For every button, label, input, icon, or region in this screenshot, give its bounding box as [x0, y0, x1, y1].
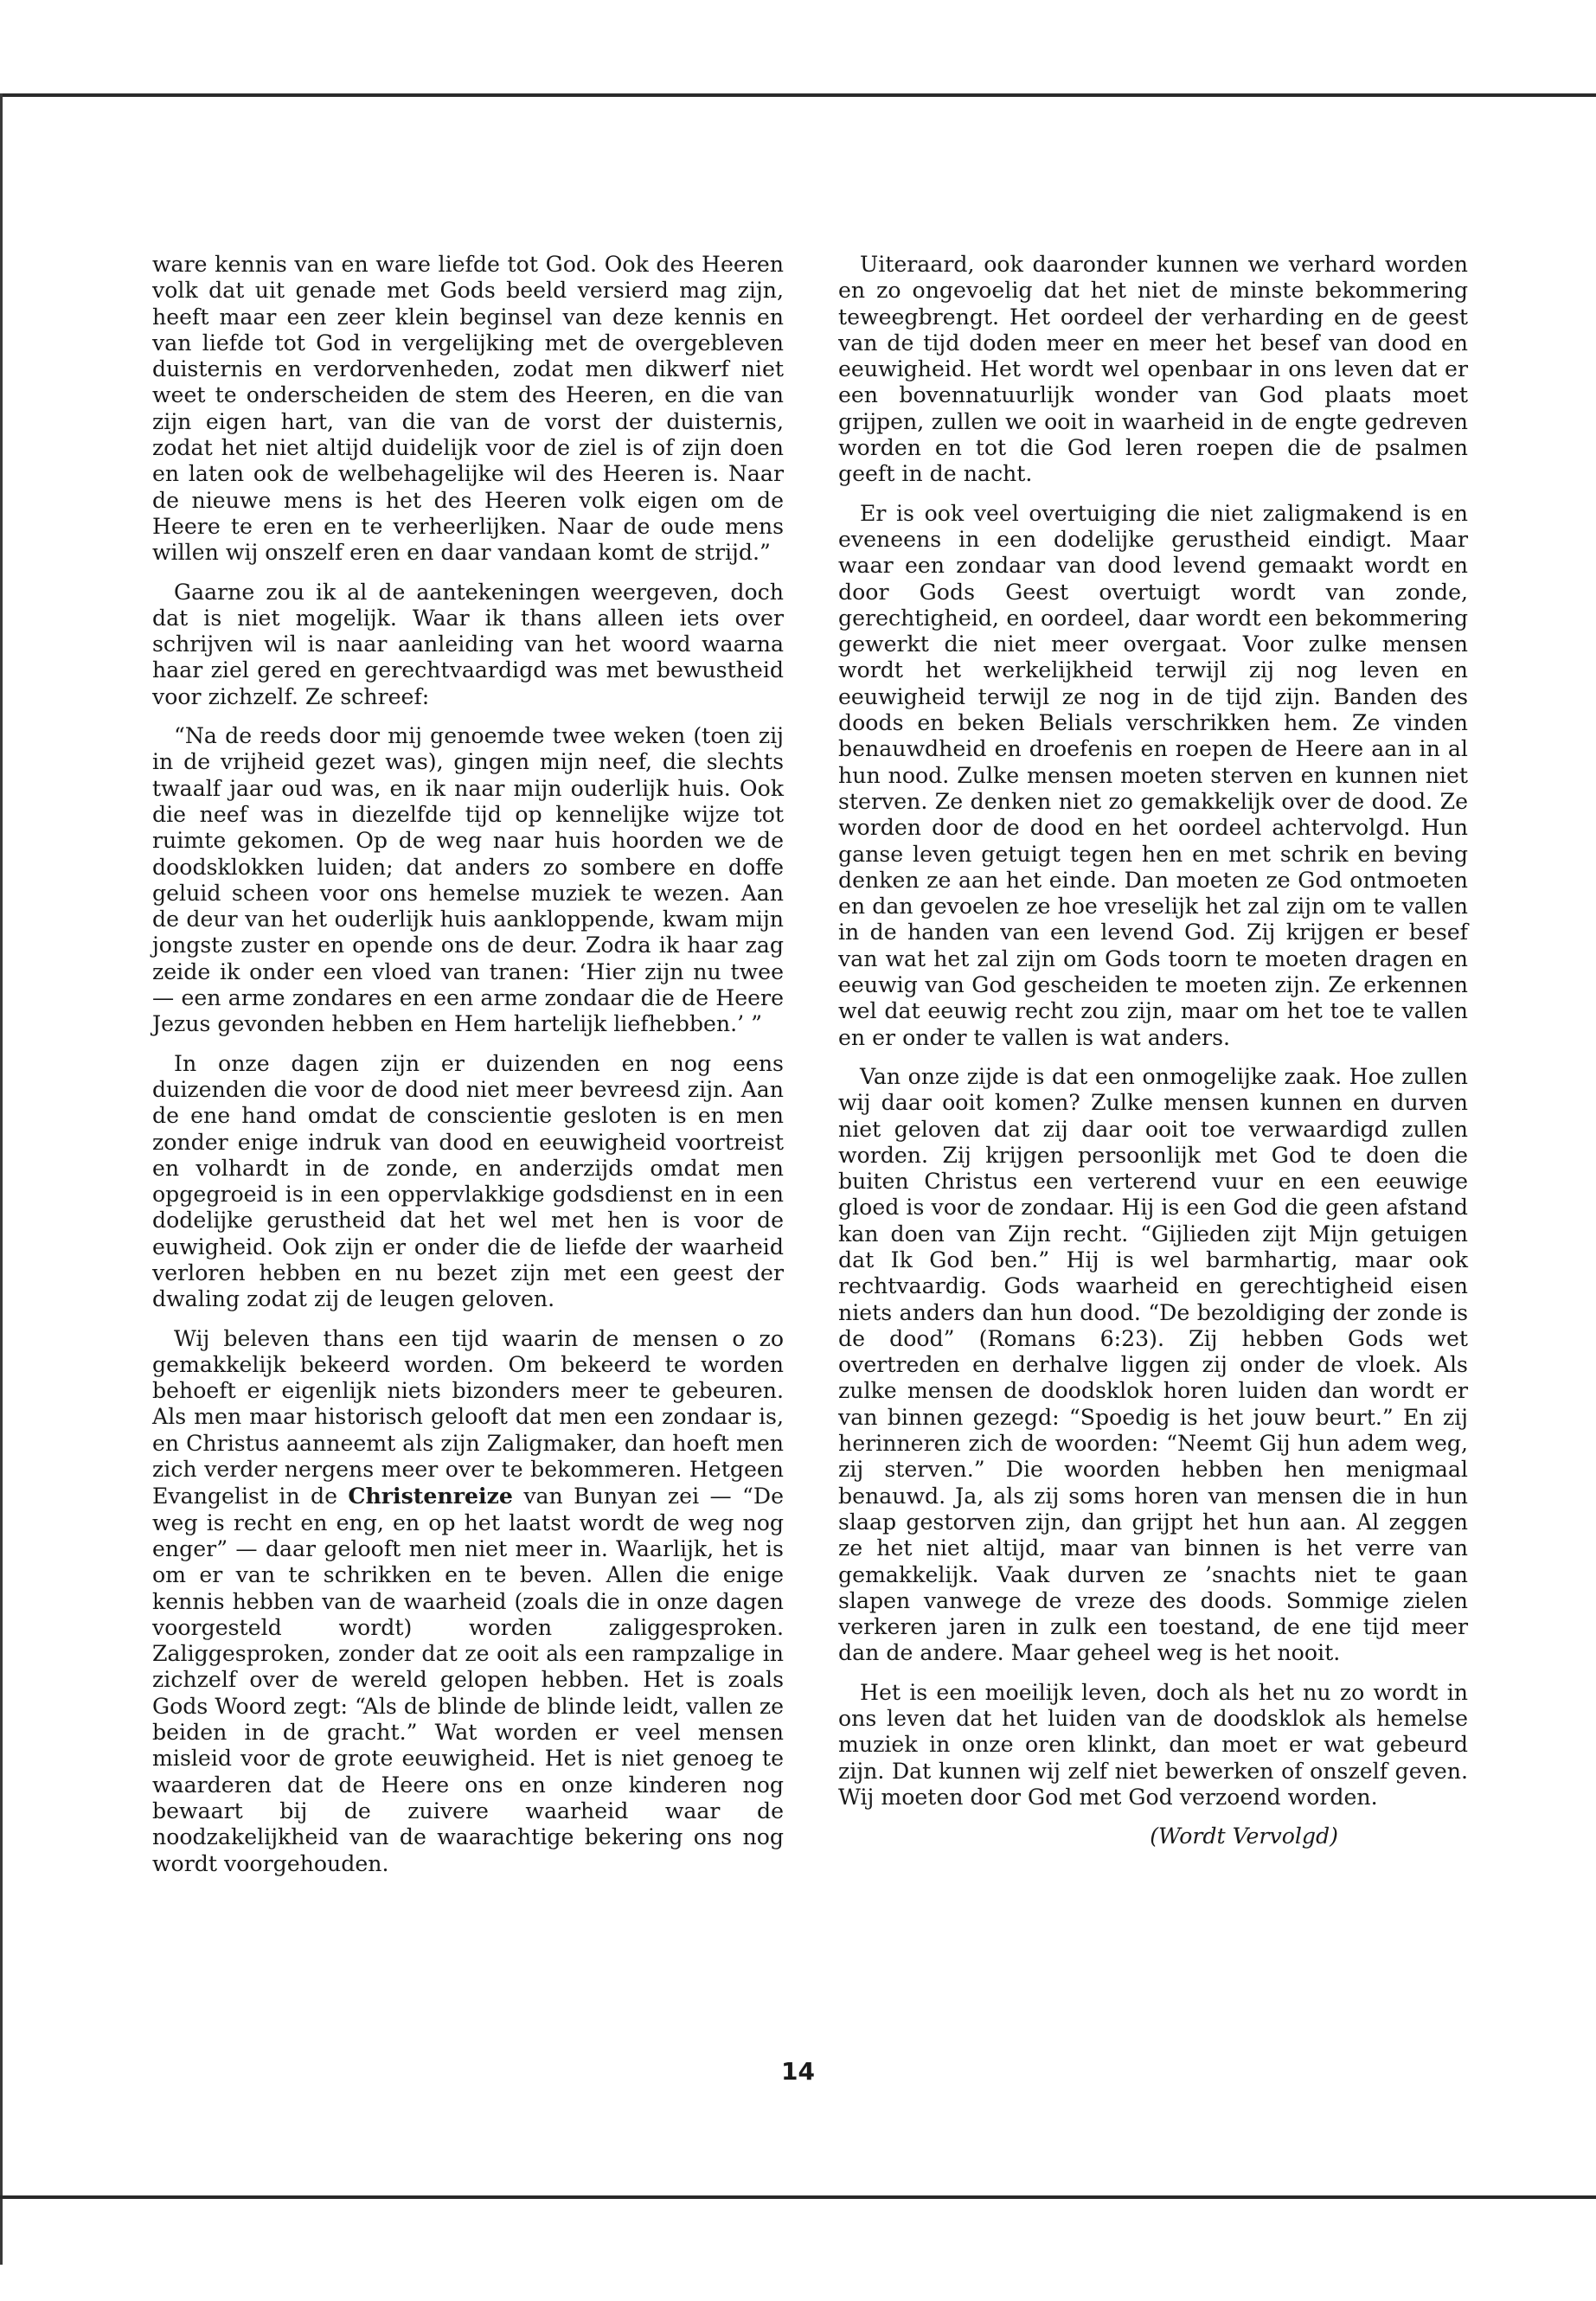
left-paragraph-1: ware kennis van en ware liefde tot God. Ook des Heeren volk dat uit genade met Gods beeld versierd mag zijn, heeft maar een zeer klein beginsel van deze kennis en van liefde tot God in vergelijking met de overgebleven duisternis en verdorvenheden, zodat men dikwerf niet weet te onderscheiden de stem des Heeren, en die van zijn eigen hart, van die van de vorst der duisternis, zodat het niet altijd duidelijk voor de ziel is of zijn doen en laten ook de welbehagelijke wil des Heeren is. Naar de nieuwe mens is het des Heeren volk eigen om de Heere te eren en te verheerlijken. Naar de oude mens willen wij onszelf eren en daar vandaan komt de strijd.” [152, 252, 784, 566]
left-paragraph-3: “Na de reeds door mij genoemde twee weken (toen zij in de vrijheid gezet was), gingen mijn neef, die slechts twaalf jaar oud was, en ik naar mijn ouderlijk huis. Ook die neef was in diezelfde tijd op kennelijke wijze tot ruimte gekomen. Op de weg naar huis hoorden we de doodsklokken luiden; dat anders zo sombere en doffe geluid scheen voor ons hemelse muziek te wezen. Aan de deur van het ouderlijk huis aankloppende, kwam mijn jongste zuster en opende ons de deur. Zodra ik haar zag zeide ik onder een vloed van tranen: ‘Hier zijn nu twee — een arme zondares en een arme zondaar die de Heere Jezus gevonden hebben en Hem hartelijk liefhebben.’ ” [152, 723, 784, 1037]
left-column [152, 252, 784, 1890]
right-column [838, 252, 1468, 1850]
page-number: 14 [781, 2057, 815, 2086]
scan-edge-bottom [0, 2195, 1596, 2199]
left-paragraph-4: In onze dagen zijn er duizenden en nog eens duizenden die voor de dood niet meer bevreesd zijn. Aan de ene hand omdat de conscientie gesloten is en men zonder enige indruk van dood en eeuwigheid voortreist en volhardt in de zonde, en anderzijds omdat men opgegroeid is in een oppervlakkige godsdienst en in een dodelijke gerustheid dat het wel met hen is voor de euwigheid. Ook zijn er onder die de liefde der waarheid verloren hebben en nu bezet zijn met een geest der dwaling zodat zij de leugen geloven. [152, 1050, 784, 1312]
right-paragraph-1: Uiteraard, ook daaronder kunnen we verhard worden en zo ongevoelig dat het niet de minste bekommering teweegbrengt. Het oordeel der verharding en de geest van de tijd doden meer en meer het besef van dood en eeuwigheid. Het wordt wel openbaar in ons leven dat er een bovennatuurlijk wonder van God plaats moet grijpen, zullen we ooit in waarheid in de engte gedreven worden en tot die God leren roepen die de psalmen geeft in de nacht. [838, 252, 1468, 487]
left-paragraph-5-end: van Bunyan zei — “De weg is recht en eng, en op het laatst wordt de weg nog enger” — daar gelooft men niet meer in. Waarlijk, het is om er van te schrikken en te beven. Allen die enige kennis hebben van de waarheid (zoals die in onze dagen voorgesteld wordt) worden zaliggesproken. Zaliggesproken, zonder dat ze ooit als een rampzalige in zichzelf over de wereld gelopen hebben. Het is zoals Gods Woord zegt: “Als de blinde de blinde leidt, vallen ze beiden in de gracht.” Wat worden er veel mensen misleid voor de grote eeuwigheid. Het is niet genoeg te waarderen dat de Heere ons en onze kinderen nog bewaart bij de zuivere waarheid waar de noodzakelijkheid van de waarachtige bekering ons nog wordt voorgehouden. [152, 1484, 784, 1876]
book-title-christenreize: Christenreize [348, 1483, 513, 1509]
left-paragraph-2: Gaarne zou ik al de aantekeningen weergeven, doch dat is niet mogelijk. Waar ik thans alleen iets over schrijven wil is naar aanleiding van het woord waarna haar ziel gered en gerechtvaardigd was met bewustheid voor zichzelf. Ze schreef: [152, 579, 784, 709]
right-paragraph-3: Van onze zijde is dat een onmogelijke zaak. Hoe zullen wij daar ooit komen? Zulke mensen kunnen en durven niet geloven dat zij daar ooit toe verwaardigd zullen worden. Zij krijgen persoonlijk met God te doen die buiten Christus een verterend vuur en een eeuwige gloed is voor de zondaar. Hij is een God die geen afstand kan doen van Zijn recht. “Gijlieden zijt Mijn getuigen dat Ik God ben.” Hij is wel barmhartig, maar ook rechtvaardig. Gods waarheid en gerechtigheid eisen niets anders dan hun dood. “De bezoldiging der zonde is de dood” (Romans 6:23). Zij hebben Gods wet overtreden en derhalve liggen zij onder de vloek. Als zulke mensen de doodsklok horen luiden dan wordt er van binnen gezegd: “Spoedig is het jouw beurt.” En zij herinneren zich de woorden: “Neemt Gij hun adem weg, zij sterven.” Die woorden hebben hen menigmaal benauwd. Ja, als zij soms horen van mensen die in hun slaap gestorven zijn, dan grijpt het hun aan. Al zeggen ze het niet altijd, maar van binnen is het verre van gemakkelijk. Vaak durven ze ’snachts niet te gaan slapen vanwege de vreze des doods. Sommige zielen verkeren jaren in zulk een toestand, de ene tijd meer dan de andere. Maar geheel weg is het nooit. [838, 1063, 1468, 1666]
left-paragraph-5-start: Wij beleven thans een tijd waarin de mensen o zo gemakkelijk bekeerd worden. Om bekeerd te worden behoeft er eigenlijk niets bizonders meer te gebeuren. Als men maar historisch gelooft dat men een zondaar is, en Christus aanneemt als zijn Zaligmaker, dan hoeft men zich verder nergens meer over te bekommeren. Hetgeen Evangelist in de [152, 1325, 784, 1509]
left-paragraph-5 [152, 1326, 784, 1877]
scan-edge-left [0, 93, 3, 2265]
right-paragraph-4: Het is een moeilijk leven, doch als het nu zo wordt in ons leven dat het luiden van de doodsklok als hemelse muziek in onze oren klinkt, dan moet er wat gebeurd zijn. Dat kunnen wij zelf niet bewerken of onszelf geven. Wij moeten door God met God verzoend worden. [838, 1679, 1468, 1810]
continued-note: (Wordt Vervolgd) [1150, 1823, 1338, 1849]
right-paragraph-2: Er is ook veel overtuiging die niet zaligmakend is en eveneens in een dodelijke gerustheid eindigt. Maar waar een zondaar van dood levend gemaakt wordt en door Gods Geest overtuigt wordt van zonde, gerechtigheid, en oordeel, daar wordt een bekommering gewerkt die niet meer overgaat. Voor zulke mensen wordt het werkelijkheid terwijl zij nog leven en eeuwigheid terwijl ze nog in de tijd zijn. Banden des doods en beken Belials verschrikken hem. Ze vinden benauwdheid en droefenis en roepen de Heere aan in al hun nood. Zulke mensen moeten sterven en kunnen niet sterven. Ze denken niet zo gemakkelijk over de dood. Ze worden door de dood en het oordeel achtervolgd. Hun ganse leven getuigt tegen hen en met schrik en beving denken ze aan het einde. Dan moeten ze God ontmoeten en dan gevoelen ze hoe vreselijk het zal zijn om te vallen in de handen van een levend God. Zij krijgen er besef van wat het zal zijn om Gods toorn te moeten dragen en eeuwig van God gescheiden te moeten zijn. Ze erkennen wel dat eeuwig recht zou zijn, maar om het toe te vallen en er onder te vallen is wat anders. [838, 500, 1468, 1050]
scan-edge-top [0, 93, 1596, 97]
